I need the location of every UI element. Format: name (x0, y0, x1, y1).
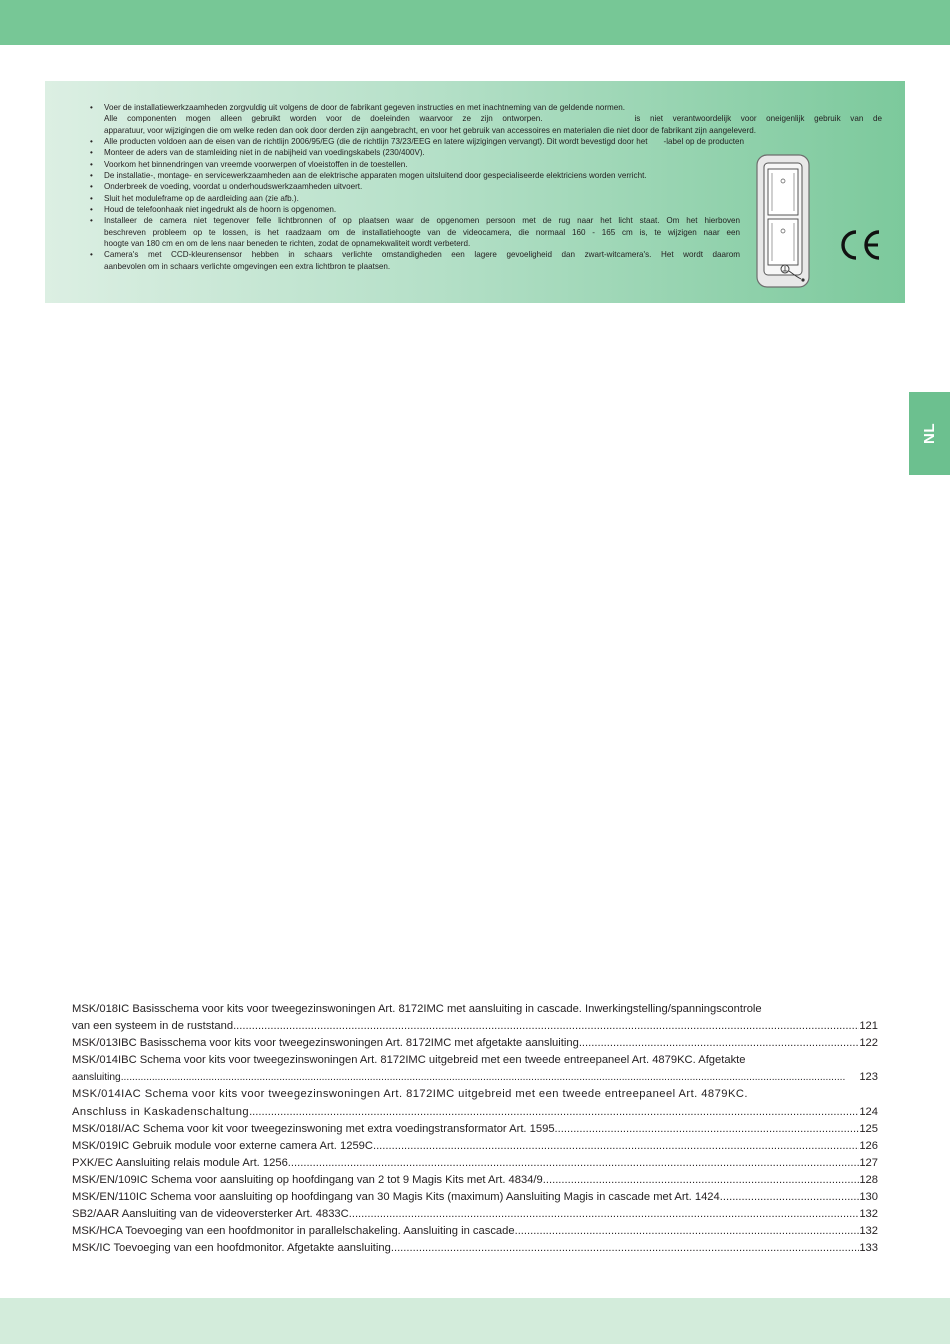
ce-mark-icon (835, 228, 885, 262)
toc-entry[interactable] (72, 1035, 878, 1052)
toc-entry[interactable] (72, 1086, 878, 1120)
toc-entry-title: MSK/018IC Basisschema voor kits voor tweegezinswoningen Art. 8172IMC met aansluiting in cascade. Inwerkingstelling/spanningscontrole (72, 1003, 762, 1015)
notice-item: • De installatie-, montage- en servicewerkzaamheden aan de elektrische apparaten mogen uitsluitend door gespecialiseerde elektriciens worden verricht. (90, 170, 882, 181)
toc-page-number: 124 (859, 1105, 878, 1118)
toc-entry[interactable] (72, 1189, 878, 1206)
notice-line: • Camera's met CCD-kleurensensor hebben in schaars verlichte omstandigheden een lagere gevoeligheid dan zwart-witcamera's. Het wordt daarom (104, 250, 740, 260)
toc-page-number: 123 (859, 1071, 878, 1084)
notice-item: • Voorkom het binnendringen van vreemde voorwerpen of vloeistoffen in de toestellen. (90, 159, 882, 170)
toc-entry-title: MSK/EN/110IC Schema voor aansluiting op hoofdingang van 30 Magis Kits (maximum) Aansluiting Magis in cascade met Art. 1424 (72, 1191, 720, 1204)
toc-page-number: 130 (859, 1191, 878, 1204)
notice-line: Alle componenten mogen alleen gebruikt worden voor de doeleinden waarvoor ze zijn ontworpen. is niet verantwoordelijk voor oneigenlijk gebruik van de (104, 114, 882, 124)
toc-entry-title: Anschluss in Kaskadenschaltung (72, 1105, 250, 1118)
toc-page-number: 126 (859, 1139, 878, 1152)
toc-entry[interactable] (72, 1052, 878, 1086)
toc-entry-title: SB2/AAR Aansluiting van de videoversterker Art. 4833C (72, 1208, 349, 1221)
toc-entry[interactable] (72, 1138, 878, 1155)
notice-line: • Voer de installatiewerkzaamheden zorgvuldig uit volgens de door de fabrikant gegeven instructies en met inachtneming van de geldende normen. (104, 103, 626, 112)
toc-page-number: 132 (859, 1225, 878, 1238)
notice-item: • Houd de telefoonhaak niet ingedrukt als de hoorn is opgenomen. (90, 204, 882, 215)
toc-entry-title: MSK/013IBC Basisschema voor kits voor tweegezinswoningen Art. 8172IMC met afgetakte aansluiting (72, 1037, 579, 1050)
toc-page-number: 122 (859, 1037, 878, 1050)
notice-line: • Alle producten voldoen aan de eisen van de richtlijn 2006/95/EG (die de richtlijn 73/23/EEG en latere wijzigingen vervangt). Dit wordt bevestigd door het -label op de producten (104, 137, 745, 147)
toc-entry[interactable] (72, 1155, 878, 1172)
toc-page-number: 127 (859, 1156, 878, 1169)
notice-line: apparatuur, voor wijzigingen die om welke reden dan ook door derden zijn aangebracht, en voor het gebruik van accessoires en materialen die niet door de fabrikant zijn aangeleverd. (104, 125, 756, 135)
toc-entry[interactable] (72, 1001, 878, 1035)
notice-line: aanbevolen om in schaars verlichte omgevingen een extra lichtbron te plaatsen. (104, 261, 391, 271)
toc-entry-title: MSK/014IAC Schema voor kits voor tweegezinswoningen Art. 8172IMC uitgebreid met een tweede entreepaneel Art. 4879KC. (72, 1088, 748, 1101)
notice-item (90, 136, 882, 147)
toc-entry[interactable] (72, 1121, 878, 1138)
toc-page-number: 128 (859, 1173, 878, 1186)
toc-entry[interactable] (72, 1206, 878, 1223)
notice-line: beschreven probleem op te lossen, is het raadzaam om de installatiehoogte van de videocamera, die normaal 160 - 165 cm is, te wijzigen naar een (104, 227, 740, 237)
toc-entry-title: MSK/014IBC Schema voor kits voor tweegezinswoningen Art. 8172IMC uitgebreid met een tweede entreepaneel Art. 4879KC. Afgetakte (72, 1054, 746, 1067)
toc-entry[interactable] (72, 1223, 878, 1240)
header-bar (0, 0, 950, 45)
toc-entry-title: MSK/IC Toevoeging van een hoofdmonitor. Afgetakte aansluiting (72, 1242, 391, 1255)
toc-entry-title: MSK/019IC Gebruik module voor externe camera Art. 1259C (72, 1139, 373, 1152)
notice-line: hoogte van 180 cm en om de lens naar beneden te richten, zodat de opnamekwaliteit wordt verbeterd. (104, 239, 471, 249)
toc-entry-title: MSK/EN/109IC Schema voor aansluiting op hoofdingang van 2 tot 9 Magis Kits met Art. 4834/9 (72, 1173, 543, 1186)
notice-item: • Onderbreek de voeding, voordat u onderhoudswerkzaamheden uitvoert. (90, 181, 882, 192)
toc-page-number: 132 (859, 1208, 878, 1221)
table-of-contents (72, 1001, 878, 1257)
toc-entry[interactable] (72, 1172, 878, 1189)
toc-entry-title: van een systeem in de ruststand (72, 1020, 234, 1033)
toc-entry-title: MSK/018I/AC Schema voor kit voor tweegezinswoning met extra voedingstransformator Art. 1595 (72, 1122, 555, 1135)
safety-notice-panel (45, 81, 905, 303)
toc-entry[interactable] (72, 1240, 878, 1257)
notice-item (90, 102, 882, 136)
notice-line: • Installeer de camera niet tegenover felle lichtbronnen of op plaatsen waar de opgenomen persoon met de rug naar het licht staat. Om het hierboven (104, 216, 740, 226)
toc-entry-title: aansluiting (72, 1072, 121, 1084)
footer-bar (0, 1298, 950, 1344)
toc-page-number: 125 (859, 1122, 878, 1135)
toc-page-number: 133 (859, 1242, 878, 1255)
notice-item: • Monteer de aders van de stamleiding niet in de nabijheid van voedingskabels (230/400V). (90, 147, 882, 158)
toc-entry-title: PXK/EC Aansluiting relais module Art. 1256 (72, 1156, 288, 1169)
module-frame-grounding-illustration (753, 153, 813, 289)
toc-entry-title: MSK/HCA Toevoeging van een hoofdmonitor in parallelschakeling. Aansluiting in cascade (72, 1225, 515, 1238)
notice-item: • Sluit het moduleframe op de aardleiding aan (zie afb.). (90, 193, 882, 204)
language-tab: NL (909, 392, 950, 475)
toc-page-number: 121 (859, 1020, 878, 1033)
